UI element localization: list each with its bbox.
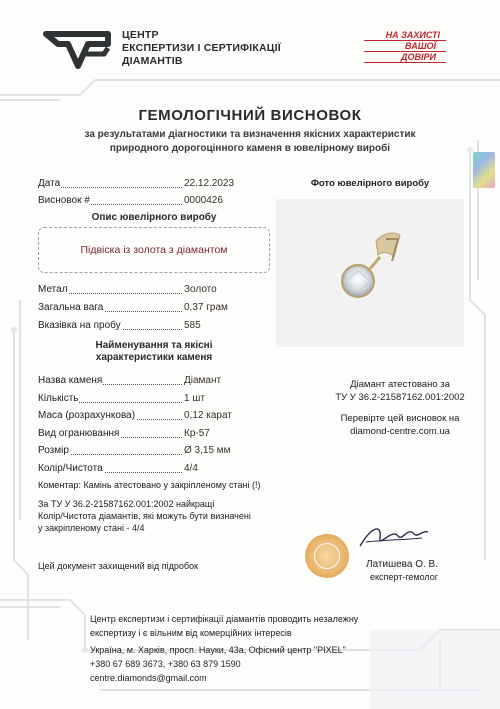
slogan-line2: ВАШОЇ bbox=[364, 41, 446, 52]
stone-row-label: Вид огранювання bbox=[38, 428, 120, 439]
standard-note bbox=[38, 498, 251, 534]
hologram-sticker-icon bbox=[473, 152, 495, 188]
weight-value: 0,37 грам bbox=[184, 302, 228, 313]
expert-name: Латишева О. В. bbox=[366, 559, 438, 570]
diamond-logo-icon bbox=[38, 26, 118, 74]
slogan-line1: НА ЗАХИСТІ bbox=[364, 30, 446, 41]
metal-value: Золото bbox=[184, 284, 217, 295]
date-label: Дата bbox=[38, 178, 61, 189]
stone-row-value: Діамант bbox=[184, 375, 222, 386]
item-description-box bbox=[38, 227, 270, 273]
org-name-line2: ЕКСПЕРТИЗИ І СЕРТИФІКАЦІЇ bbox=[122, 42, 281, 54]
number-label: Висновок # bbox=[38, 195, 90, 206]
metal-row bbox=[38, 284, 278, 296]
stone-row-label: Назва каменя bbox=[38, 375, 103, 386]
slogan-stamp bbox=[364, 30, 446, 63]
document-title: ГЕМОЛОГІЧНИЙ ВИСНОВОК bbox=[138, 107, 362, 124]
subtitle-line2: природного дорогоцінного каменя в ювелірному виробі bbox=[109, 143, 391, 154]
item-section-title: Опис ювелірного виробу bbox=[91, 212, 217, 223]
stone-row bbox=[38, 375, 278, 387]
org-name-line3: ДІАМАНТІВ bbox=[122, 55, 183, 67]
number-value: 0000426 bbox=[184, 195, 223, 206]
pendant-image bbox=[276, 199, 464, 347]
stone-row-label: Розмір bbox=[38, 445, 69, 456]
stone-row bbox=[38, 445, 278, 457]
footer-email[interactable]: centre.diamonds@gmail.com bbox=[90, 673, 207, 683]
subtitle-line1: за результатами діагностики та визначення якісних характеристик bbox=[84, 129, 416, 140]
stone-section-title-line2: характеристики каменя bbox=[95, 352, 213, 363]
footer-line2: експертизу і є вільним від комерційних інтересів bbox=[90, 628, 292, 638]
stone-row-value: 1 шт bbox=[184, 393, 205, 404]
date-row bbox=[38, 178, 278, 190]
footer-contacts bbox=[90, 643, 346, 685]
stone-row-value: 0,12 карат bbox=[184, 410, 232, 421]
item-description: Підвіска із золота з діамантом bbox=[80, 244, 228, 256]
certification-line1: Діамант атестовано за bbox=[350, 379, 450, 390]
document-subtitle bbox=[40, 128, 460, 156]
stone-section-title bbox=[38, 340, 270, 364]
stone-row bbox=[38, 410, 278, 422]
photo-title: Фото ювелірного виробу bbox=[310, 178, 430, 189]
jewelry-photo bbox=[276, 199, 464, 347]
footer-address: Україна, м. Харків, просп. Науки, 43а, Офісний центр "PIXEL" bbox=[90, 645, 346, 655]
stone-row-value: Кр-57 bbox=[184, 428, 210, 439]
certification-line2: ТУ У 36.2-21587162.001:2002 bbox=[335, 392, 465, 403]
standard-note-line1: За ТУ У 36.2-21587162.001:2002 найкращі bbox=[38, 499, 215, 509]
expert-seal-icon bbox=[305, 534, 349, 578]
hallmark-value: 585 bbox=[184, 320, 201, 331]
organization-name bbox=[122, 29, 281, 68]
standard-note-line3: у закріпленому стані - 4/4 bbox=[38, 523, 145, 533]
slogan-line3: ДОВІРИ bbox=[364, 52, 446, 63]
stone-row-label: Колір/Чистота bbox=[38, 463, 103, 474]
expert-role: експерт-гемолог bbox=[370, 572, 439, 582]
stone-row bbox=[38, 463, 278, 475]
certification-note bbox=[320, 378, 480, 404]
stone-row-label: Кількість bbox=[38, 393, 79, 404]
stone-row-label: Маса (розрахункова) bbox=[38, 410, 136, 421]
hallmark-row bbox=[38, 320, 278, 332]
org-name-line1: ЦЕНТР bbox=[122, 29, 159, 41]
standard-note-line2: Колір/Чистота діамантів, які можуть бути визначені bbox=[38, 511, 251, 521]
footer-line1: Центр експертизи і сертифікації діамантів проводить незалежну bbox=[90, 614, 359, 624]
weight-label: Загальна вага bbox=[38, 302, 104, 313]
number-row bbox=[38, 195, 278, 207]
stone-row-value: Ø 3,15 мм bbox=[184, 445, 231, 456]
hallmark-label: Вказівка на пробу bbox=[38, 320, 121, 331]
protection-note: Цей документ захищений від підробок bbox=[38, 561, 198, 571]
verify-note bbox=[320, 412, 480, 438]
footer-phones: +380 67 689 3673, +380 63 879 1590 bbox=[90, 659, 241, 669]
footer-statement bbox=[90, 612, 358, 640]
stone-row bbox=[38, 393, 278, 405]
date-value: 22.12.2023 bbox=[184, 178, 235, 189]
weight-row bbox=[38, 302, 278, 314]
verify-link[interactable]: diamond-centre.com.ua bbox=[350, 426, 450, 437]
signature-icon bbox=[352, 516, 432, 556]
stone-comment: Коментар: Камінь атестовано у закріпленому стані (!) bbox=[38, 480, 261, 490]
metal-label: Метал bbox=[38, 284, 68, 295]
stone-section-title-line1: Найменування та якісні bbox=[95, 340, 213, 351]
stone-row bbox=[38, 428, 278, 440]
stone-row-value: 4/4 bbox=[184, 463, 198, 474]
verify-line1: Перевірте цей висновок на bbox=[340, 413, 460, 424]
